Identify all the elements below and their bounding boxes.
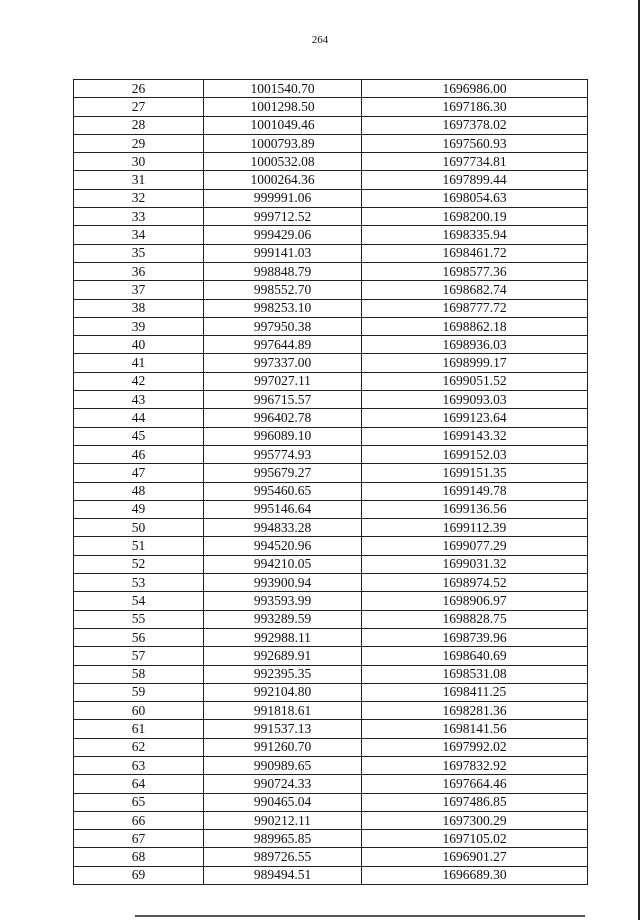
table-row [74, 464, 588, 482]
y-coordinate-cell: 1697486.85 [362, 793, 588, 811]
point-number-cell: 38 [74, 299, 204, 317]
x-coordinate-cell: 991537.13 [204, 720, 362, 738]
x-coordinate-cell: 994520.96 [204, 537, 362, 555]
x-coordinate-cell: 998253.10 [204, 299, 362, 317]
table-row [74, 409, 588, 427]
point-number-cell: 36 [74, 262, 204, 280]
table-row [74, 98, 588, 116]
table-row [74, 391, 588, 409]
table-row [74, 262, 588, 280]
x-coordinate-cell: 999712.52 [204, 208, 362, 226]
point-number-cell: 48 [74, 482, 204, 500]
y-coordinate-cell: 1698200.19 [362, 208, 588, 226]
y-coordinate-cell: 1698335.94 [362, 226, 588, 244]
y-coordinate-cell: 1699136.56 [362, 500, 588, 518]
table-row [74, 299, 588, 317]
x-coordinate-cell: 994833.28 [204, 519, 362, 537]
scan-edge-bottom [135, 915, 585, 917]
point-number-cell: 34 [74, 226, 204, 244]
y-coordinate-cell: 1698577.36 [362, 262, 588, 280]
x-coordinate-cell: 1000264.36 [204, 171, 362, 189]
point-number-cell: 39 [74, 317, 204, 335]
y-coordinate-cell: 1698974.52 [362, 574, 588, 592]
x-coordinate-cell: 998552.70 [204, 281, 362, 299]
y-coordinate-cell: 1698640.69 [362, 647, 588, 665]
table-row [74, 610, 588, 628]
y-coordinate-cell: 1698906.97 [362, 592, 588, 610]
x-coordinate-cell: 1000793.89 [204, 134, 362, 152]
y-coordinate-cell: 1699151.35 [362, 464, 588, 482]
y-coordinate-cell: 1698862.18 [362, 317, 588, 335]
x-coordinate-cell: 992988.11 [204, 628, 362, 646]
x-coordinate-cell: 990212.11 [204, 811, 362, 829]
y-coordinate-cell: 1699123.64 [362, 409, 588, 427]
x-coordinate-cell: 992689.91 [204, 647, 362, 665]
y-coordinate-cell: 1699112.39 [362, 519, 588, 537]
point-number-cell: 32 [74, 189, 204, 207]
point-number-cell: 40 [74, 336, 204, 354]
y-coordinate-cell: 1698777.72 [362, 299, 588, 317]
x-coordinate-cell: 997950.38 [204, 317, 362, 335]
table-row [74, 702, 588, 720]
x-coordinate-cell: 999141.03 [204, 244, 362, 262]
point-number-cell: 50 [74, 519, 204, 537]
y-coordinate-cell: 1699152.03 [362, 445, 588, 463]
table-row [74, 555, 588, 573]
table-row [74, 354, 588, 372]
point-number-cell: 35 [74, 244, 204, 262]
table-row [74, 372, 588, 390]
y-coordinate-cell: 1697664.46 [362, 775, 588, 793]
x-coordinate-cell: 995146.64 [204, 500, 362, 518]
y-coordinate-cell: 1699031.32 [362, 555, 588, 573]
table-row [74, 244, 588, 262]
point-number-cell: 64 [74, 775, 204, 793]
y-coordinate-cell: 1698739.96 [362, 628, 588, 646]
x-coordinate-cell: 990989.65 [204, 756, 362, 774]
point-number-cell: 53 [74, 574, 204, 592]
point-number-cell: 47 [74, 464, 204, 482]
y-coordinate-cell: 1697105.02 [362, 830, 588, 848]
x-coordinate-cell: 1001540.70 [204, 80, 362, 98]
point-number-cell: 51 [74, 537, 204, 555]
x-coordinate-cell: 991818.61 [204, 702, 362, 720]
point-number-cell: 27 [74, 98, 204, 116]
y-coordinate-cell: 1698828.75 [362, 610, 588, 628]
x-coordinate-cell: 997644.89 [204, 336, 362, 354]
y-coordinate-cell: 1697378.02 [362, 116, 588, 134]
table-row [74, 738, 588, 756]
table-row [74, 775, 588, 793]
point-number-cell: 54 [74, 592, 204, 610]
y-coordinate-cell: 1699051.52 [362, 372, 588, 390]
point-number-cell: 46 [74, 445, 204, 463]
x-coordinate-cell: 993289.59 [204, 610, 362, 628]
x-coordinate-cell: 996715.57 [204, 391, 362, 409]
y-coordinate-cell: 1697734.81 [362, 153, 588, 171]
table-row [74, 500, 588, 518]
table-row [74, 683, 588, 701]
y-coordinate-cell: 1696986.00 [362, 80, 588, 98]
table-row [74, 317, 588, 335]
point-number-cell: 33 [74, 208, 204, 226]
x-coordinate-cell: 989494.51 [204, 866, 362, 884]
x-coordinate-cell: 998848.79 [204, 262, 362, 280]
point-number-cell: 59 [74, 683, 204, 701]
x-coordinate-cell: 996402.78 [204, 409, 362, 427]
coordinates-table-body [74, 80, 588, 885]
x-coordinate-cell: 992395.35 [204, 665, 362, 683]
y-coordinate-cell: 1697186.30 [362, 98, 588, 116]
y-coordinate-cell: 1698682.74 [362, 281, 588, 299]
x-coordinate-cell: 995774.93 [204, 445, 362, 463]
point-number-cell: 60 [74, 702, 204, 720]
x-coordinate-cell: 993593.99 [204, 592, 362, 610]
point-number-cell: 62 [74, 738, 204, 756]
x-coordinate-cell: 995679.27 [204, 464, 362, 482]
table-row [74, 171, 588, 189]
x-coordinate-cell: 999991.06 [204, 189, 362, 207]
y-coordinate-cell: 1699149.78 [362, 482, 588, 500]
x-coordinate-cell: 1000532.08 [204, 153, 362, 171]
table-row [74, 336, 588, 354]
table-row [74, 830, 588, 848]
y-coordinate-cell: 1699077.29 [362, 537, 588, 555]
table-row [74, 427, 588, 445]
point-number-cell: 68 [74, 848, 204, 866]
y-coordinate-cell: 1698281.36 [362, 702, 588, 720]
table-row [74, 281, 588, 299]
point-number-cell: 52 [74, 555, 204, 573]
table-row [74, 592, 588, 610]
table-row [74, 537, 588, 555]
point-number-cell: 28 [74, 116, 204, 134]
y-coordinate-cell: 1696689.30 [362, 866, 588, 884]
table-row [74, 80, 588, 98]
x-coordinate-cell: 989965.85 [204, 830, 362, 848]
point-number-cell: 44 [74, 409, 204, 427]
table-row [74, 134, 588, 152]
point-number-cell: 55 [74, 610, 204, 628]
table-row [74, 519, 588, 537]
point-number-cell: 63 [74, 756, 204, 774]
point-number-cell: 42 [74, 372, 204, 390]
table-row [74, 647, 588, 665]
table-row [74, 189, 588, 207]
table-row [74, 793, 588, 811]
y-coordinate-cell: 1698141.56 [362, 720, 588, 738]
y-coordinate-cell: 1698999.17 [362, 354, 588, 372]
point-number-cell: 30 [74, 153, 204, 171]
y-coordinate-cell: 1698936.03 [362, 336, 588, 354]
point-number-cell: 67 [74, 830, 204, 848]
table-row [74, 665, 588, 683]
point-number-cell: 31 [74, 171, 204, 189]
y-coordinate-cell: 1699093.03 [362, 391, 588, 409]
point-number-cell: 66 [74, 811, 204, 829]
x-coordinate-cell: 990465.04 [204, 793, 362, 811]
table-row [74, 720, 588, 738]
y-coordinate-cell: 1697300.29 [362, 811, 588, 829]
x-coordinate-cell: 992104.80 [204, 683, 362, 701]
y-coordinate-cell: 1697832.92 [362, 756, 588, 774]
x-coordinate-cell: 994210.05 [204, 555, 362, 573]
point-number-cell: 26 [74, 80, 204, 98]
x-coordinate-cell: 1001298.50 [204, 98, 362, 116]
table-row [74, 811, 588, 829]
x-coordinate-cell: 991260.70 [204, 738, 362, 756]
coordinates-table [73, 79, 588, 885]
table-row [74, 866, 588, 884]
y-coordinate-cell: 1698461.72 [362, 244, 588, 262]
y-coordinate-cell: 1698054.63 [362, 189, 588, 207]
table-row [74, 153, 588, 171]
point-number-cell: 45 [74, 427, 204, 445]
x-coordinate-cell: 995460.65 [204, 482, 362, 500]
y-coordinate-cell: 1698411.25 [362, 683, 588, 701]
point-number-cell: 69 [74, 866, 204, 884]
y-coordinate-cell: 1696901.27 [362, 848, 588, 866]
x-coordinate-cell: 997027.11 [204, 372, 362, 390]
y-coordinate-cell: 1699143.32 [362, 427, 588, 445]
x-coordinate-cell: 989726.55 [204, 848, 362, 866]
point-number-cell: 61 [74, 720, 204, 738]
point-number-cell: 41 [74, 354, 204, 372]
table-row [74, 628, 588, 646]
y-coordinate-cell: 1697992.02 [362, 738, 588, 756]
point-number-cell: 57 [74, 647, 204, 665]
x-coordinate-cell: 999429.06 [204, 226, 362, 244]
point-number-cell: 43 [74, 391, 204, 409]
table-row [74, 208, 588, 226]
point-number-cell: 49 [74, 500, 204, 518]
x-coordinate-cell: 997337.00 [204, 354, 362, 372]
table-row [74, 848, 588, 866]
table-row [74, 482, 588, 500]
x-coordinate-cell: 990724.33 [204, 775, 362, 793]
y-coordinate-cell: 1697560.93 [362, 134, 588, 152]
table-row [74, 116, 588, 134]
point-number-cell: 65 [74, 793, 204, 811]
table-row [74, 574, 588, 592]
x-coordinate-cell: 993900.94 [204, 574, 362, 592]
x-coordinate-cell: 1001049.46 [204, 116, 362, 134]
y-coordinate-cell: 1698531.08 [362, 665, 588, 683]
x-coordinate-cell: 996089.10 [204, 427, 362, 445]
point-number-cell: 58 [74, 665, 204, 683]
table-row [74, 445, 588, 463]
point-number-cell: 56 [74, 628, 204, 646]
point-number-cell: 37 [74, 281, 204, 299]
page-number: 264 [311, 34, 329, 46]
y-coordinate-cell: 1697899.44 [362, 171, 588, 189]
point-number-cell: 29 [74, 134, 204, 152]
table-row [74, 226, 588, 244]
table-row [74, 756, 588, 774]
